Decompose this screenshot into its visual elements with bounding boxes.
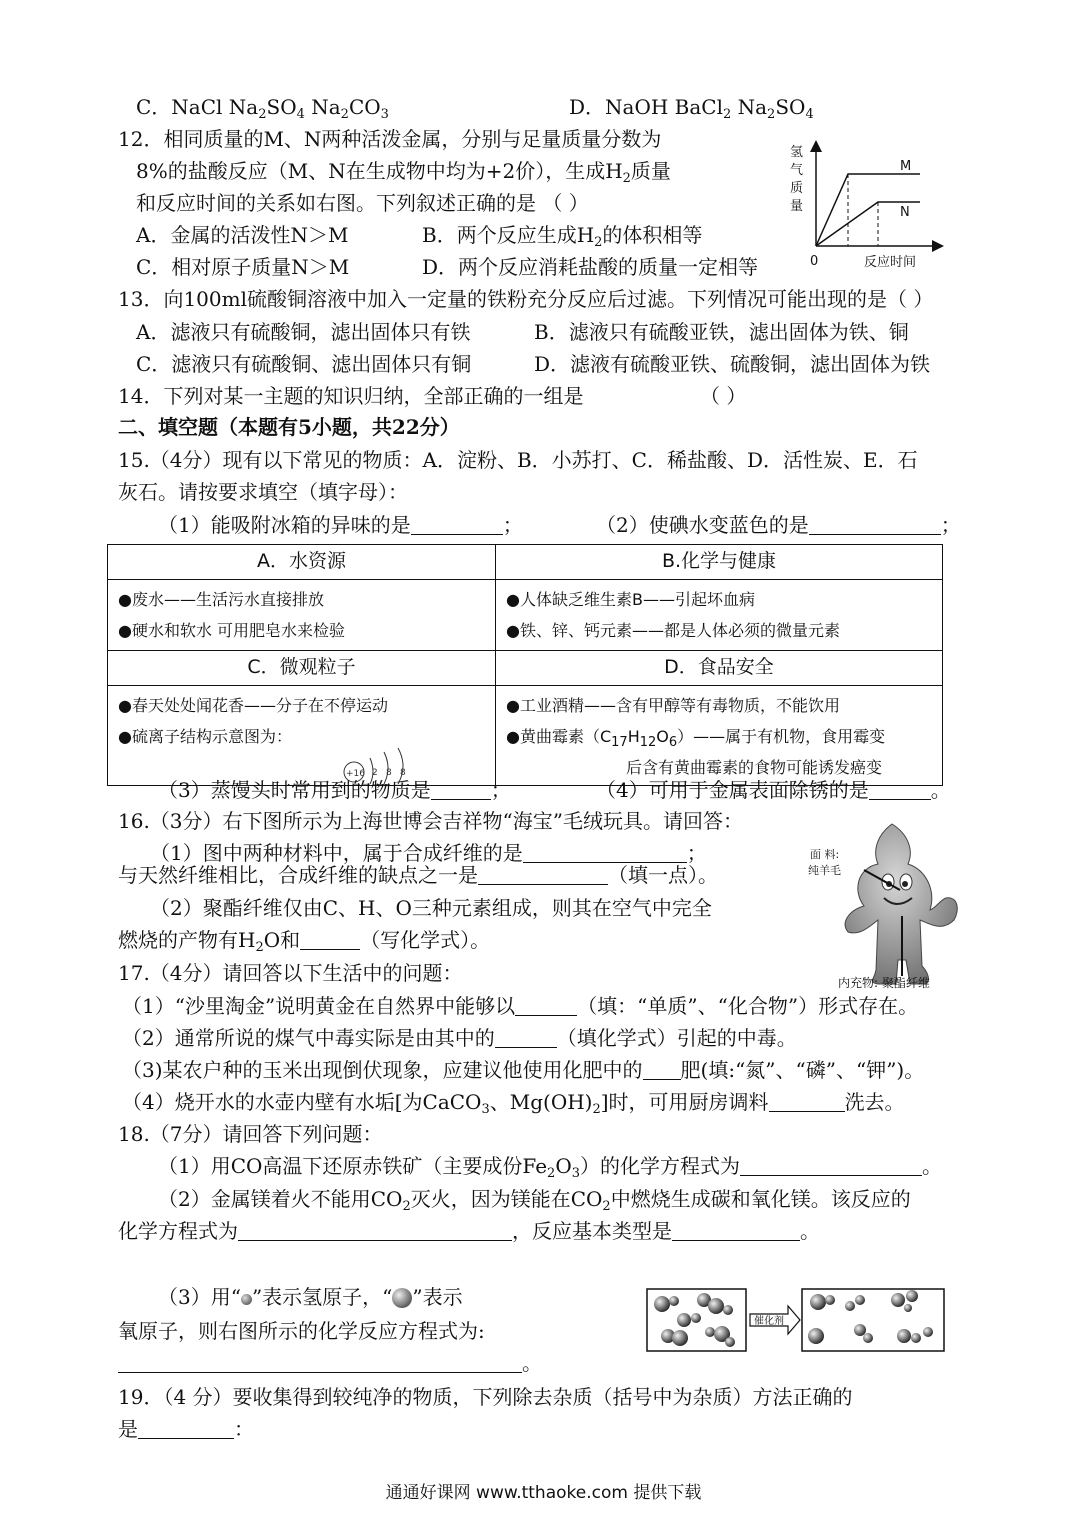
q15-part2: （2）使碘水变蓝色的是 ；	[596, 513, 961, 537]
haibao-mascot-illustration	[808, 820, 978, 992]
table-b-title: B.化学与健康	[496, 545, 943, 580]
table-c-item-1: ●春天处处闻花香——分子在不停运动	[118, 696, 388, 715]
q13-option-d: D．滤液有硫酸亚铁、硫酸铜，滤出固体为铁	[534, 352, 931, 376]
q18-part3-line2: 氧原子，则右图所示的化学反应方程式为:	[118, 1319, 485, 1343]
q16-part2-line2: 燃烧的产物有$H_2O$和 （写化学式）。	[118, 928, 491, 955]
svg-text:2: 2	[372, 768, 378, 778]
q12-stem-line1: 12．相同质量的M、N两种活泼金属，分别与足量质量分数为	[118, 127, 662, 151]
q12-option-a: A．金属的活泼性N＞M	[136, 223, 349, 247]
q12-option-b: B．两个反应生成$H_2$的体积相等	[422, 223, 703, 250]
q17-part4: （4）烧开水的水壶内壁有水垢[为CaCO$_3$、$Mg(OH)_2$]时，可用厨房调料 洗去。	[122, 1090, 905, 1117]
q15-stem-line2: 灰石。请按要求填空（填字母）：	[118, 480, 408, 504]
q15-part3: （3）蒸馒头时常用到的物质是 ；	[158, 778, 511, 802]
svg-text:+16: +16	[346, 769, 365, 779]
q19-stem-line1: 19．（4 分）要收集得到较纯净的物质，下列除去杂质（括号中为杂质）方法正确的	[118, 1385, 853, 1409]
q18-stem: 18.（7分）请回答下列问题：	[118, 1122, 383, 1146]
q18-part3: （3）用“ ”表示氢原子，“ ”表示	[158, 1285, 463, 1309]
q16-part1: （1）图中两种材料中，属于合成纤维的是 ；	[150, 841, 707, 865]
q17-blank-1[interactable]	[515, 995, 577, 1016]
reaction-diagram	[646, 1288, 946, 1354]
q19-stem-line2: 是 ：	[118, 1417, 254, 1441]
q13-option-b: B．滤液只有硫酸亚铁，滤出固体为铁、铜	[534, 320, 909, 344]
filling-label: 内充物: 聚酯纤维	[838, 976, 930, 990]
q18-part1: （1）用CO高温下还原赤铁矿（主要成份$Fe_2O_3$）的化学方程式为 。	[158, 1154, 943, 1181]
q18-blank-2[interactable]	[238, 1220, 512, 1241]
q17-blank-3[interactable]	[643, 1059, 681, 1080]
hydrogen-time-graph	[780, 138, 950, 270]
q12-stem-line2: 8%的盐酸反应（M、N在生成物中均为+2价），生成$H_2$质量	[136, 159, 671, 186]
q18-part2-line2: 化学方程式为 ，反应基本类型是 。	[118, 1219, 820, 1243]
q16-part1-line2: 与天然纤维相比，合成纤维的缺点之一是 （填一点）。	[118, 863, 718, 887]
graph-origin: 0	[810, 254, 819, 269]
q19-blank-1[interactable]	[138, 1418, 234, 1439]
oxygen-atom-icon	[392, 1288, 412, 1308]
svg-text:8: 8	[386, 768, 392, 778]
q12-stem-line3: 和反应时间的关系如右图。下列叙述正确的是 （ ）	[136, 191, 589, 215]
q17-blank-4[interactable]	[769, 1091, 845, 1112]
q15-part4: （4）可用于金属表面除锈的是 。	[596, 778, 951, 802]
q17-stem: 17.（4分）请回答以下生活中的问题：	[118, 961, 463, 985]
q18-blank-4[interactable]	[118, 1352, 522, 1373]
fabric-label-2: 纯羊毛	[808, 864, 841, 877]
table-d-item-3: 后含有黄曲霉素的食物可能诱发癌变	[626, 758, 883, 777]
q15-part1: （1）能吸附冰箱的异味的是 ；	[158, 513, 523, 537]
page-footer: 通通好课网 www.tthaoke.com 提供下载	[385, 1483, 702, 1503]
q16-blank-3[interactable]	[300, 929, 360, 950]
q16-part2: （2）聚酯纤维仅由C、H、O三种元素组成，则其在空气中完全	[150, 896, 712, 920]
q14-answer-paren: （ ）	[700, 384, 747, 408]
q12-option-c: C．相对原子质量N＞M	[136, 255, 350, 279]
table-c-item-2: ●硫离子结构示意图为：	[118, 727, 292, 746]
graph-ylabel-4: 量	[790, 199, 804, 214]
q15-blank-4[interactable]	[869, 779, 931, 800]
q13-option-a: A．滤液只有硫酸铜，滤出固体只有铁	[136, 320, 471, 344]
graph-ylabel-2: 气	[790, 163, 804, 178]
q18-part3-line3: 。	[118, 1350, 542, 1376]
table-a-content	[108, 580, 496, 651]
hydrogen-atom-icon	[241, 1294, 252, 1305]
q14-stem: 14．下列对某一主题的知识归纳，全部正确的一组是	[118, 384, 584, 408]
q11-option-c: C．NaCl $Na_2SO_4$ $Na_2CO_3$	[136, 95, 389, 122]
graph-xlabel: 反应时间	[864, 255, 917, 270]
table-d-content	[496, 686, 943, 786]
graph-ylabel-1: 氢	[790, 145, 804, 160]
q15-stem-line1: 15.（4分）现有以下常见的物质：A．淀粉、B．小苏打、C．稀盐酸、D．活性炭、E．石	[118, 448, 918, 472]
table-b-content	[496, 580, 943, 651]
knowledge-table	[107, 544, 943, 786]
q18-part2: （2）金属镁着火不能用$CO_2$灭火，因为镁能在$CO_2$中燃烧生成碳和氧化镁。该反应的	[158, 1187, 911, 1214]
q15-blank-3[interactable]	[431, 779, 491, 800]
q18-blank-1[interactable]	[740, 1155, 922, 1176]
svg-text:8: 8	[400, 768, 406, 778]
q18-blank-3[interactable]	[672, 1220, 800, 1241]
table-c-title: C．微观粒子	[108, 651, 496, 686]
table-d-item-1: ●工业酒精——含有甲醇等有毒物质，不能饮用	[506, 696, 840, 715]
q16-stem-line1: 16.（3分）右下图所示为上海世博会吉祥物“海宝”毛绒玩具。请回答：	[118, 809, 743, 833]
q17-blank-2[interactable]	[495, 1027, 557, 1048]
q11-option-d: D．NaOH BaCl$_2$ $Na_2SO_4$	[569, 95, 814, 122]
table-d-title: D．食品安全	[496, 651, 943, 686]
q15-blank-2[interactable]	[809, 514, 941, 535]
q16-blank-2[interactable]	[478, 864, 608, 885]
table-c-content	[108, 686, 496, 786]
table-a-item-1: ●废水——生活污水直接排放	[118, 590, 324, 609]
table-b-item-1: ●人体缺乏维生素B——引起坏血病	[506, 590, 755, 609]
q12-option-d: D．两个反应消耗盐酸的质量一定相等	[422, 255, 759, 279]
fabric-label-1: 面 料:	[810, 848, 840, 861]
table-a-item-2: ●硬水和软水 可用肥皂水来检验	[118, 621, 346, 640]
table-b-item-2: ●铁、锌、钙元素——都是人体必须的微量元素	[506, 621, 840, 640]
q13-option-c: C．滤液只有硫酸铜、滤出固体只有铜	[136, 352, 472, 376]
q16-blank-1[interactable]	[523, 842, 687, 863]
q13-stem: 13．向100ml硫酸铜溶液中加入一定量的铁粉充分反应后过滤。下列情况可能出现的是（ ）	[118, 287, 934, 311]
q17-part2: （2）通常所说的煤气中毒实际是由其中的 （填化学式）引起的中毒。	[122, 1026, 797, 1050]
q15-blank-1[interactable]	[411, 514, 503, 535]
catalyst-label: 催化剂	[754, 1316, 784, 1327]
section-2-heading: 二、填空题（本题有5小题，共22分）	[118, 415, 460, 439]
graph-ylabel-3: 质	[790, 181, 804, 196]
q17-part3: （3)某农户种的玉米出现倒伏现象，应建议他使用化肥中的 肥(填:“氮”、“磷”、“钾”)。	[122, 1058, 925, 1082]
q17-part1: （1）“沙里淘金”说明黄金在自然界中能够以 （填：“单质”、“化合物”）形式存在。	[122, 994, 919, 1018]
graph-label-n: N	[900, 205, 910, 220]
table-a-title: A．水资源	[108, 545, 496, 580]
table-d-item-2: ●黄曲霉素$(C_{17}H_{12}O_6)——$属于有机物，食用霉变	[506, 727, 886, 750]
graph-label-m: M	[900, 159, 912, 174]
